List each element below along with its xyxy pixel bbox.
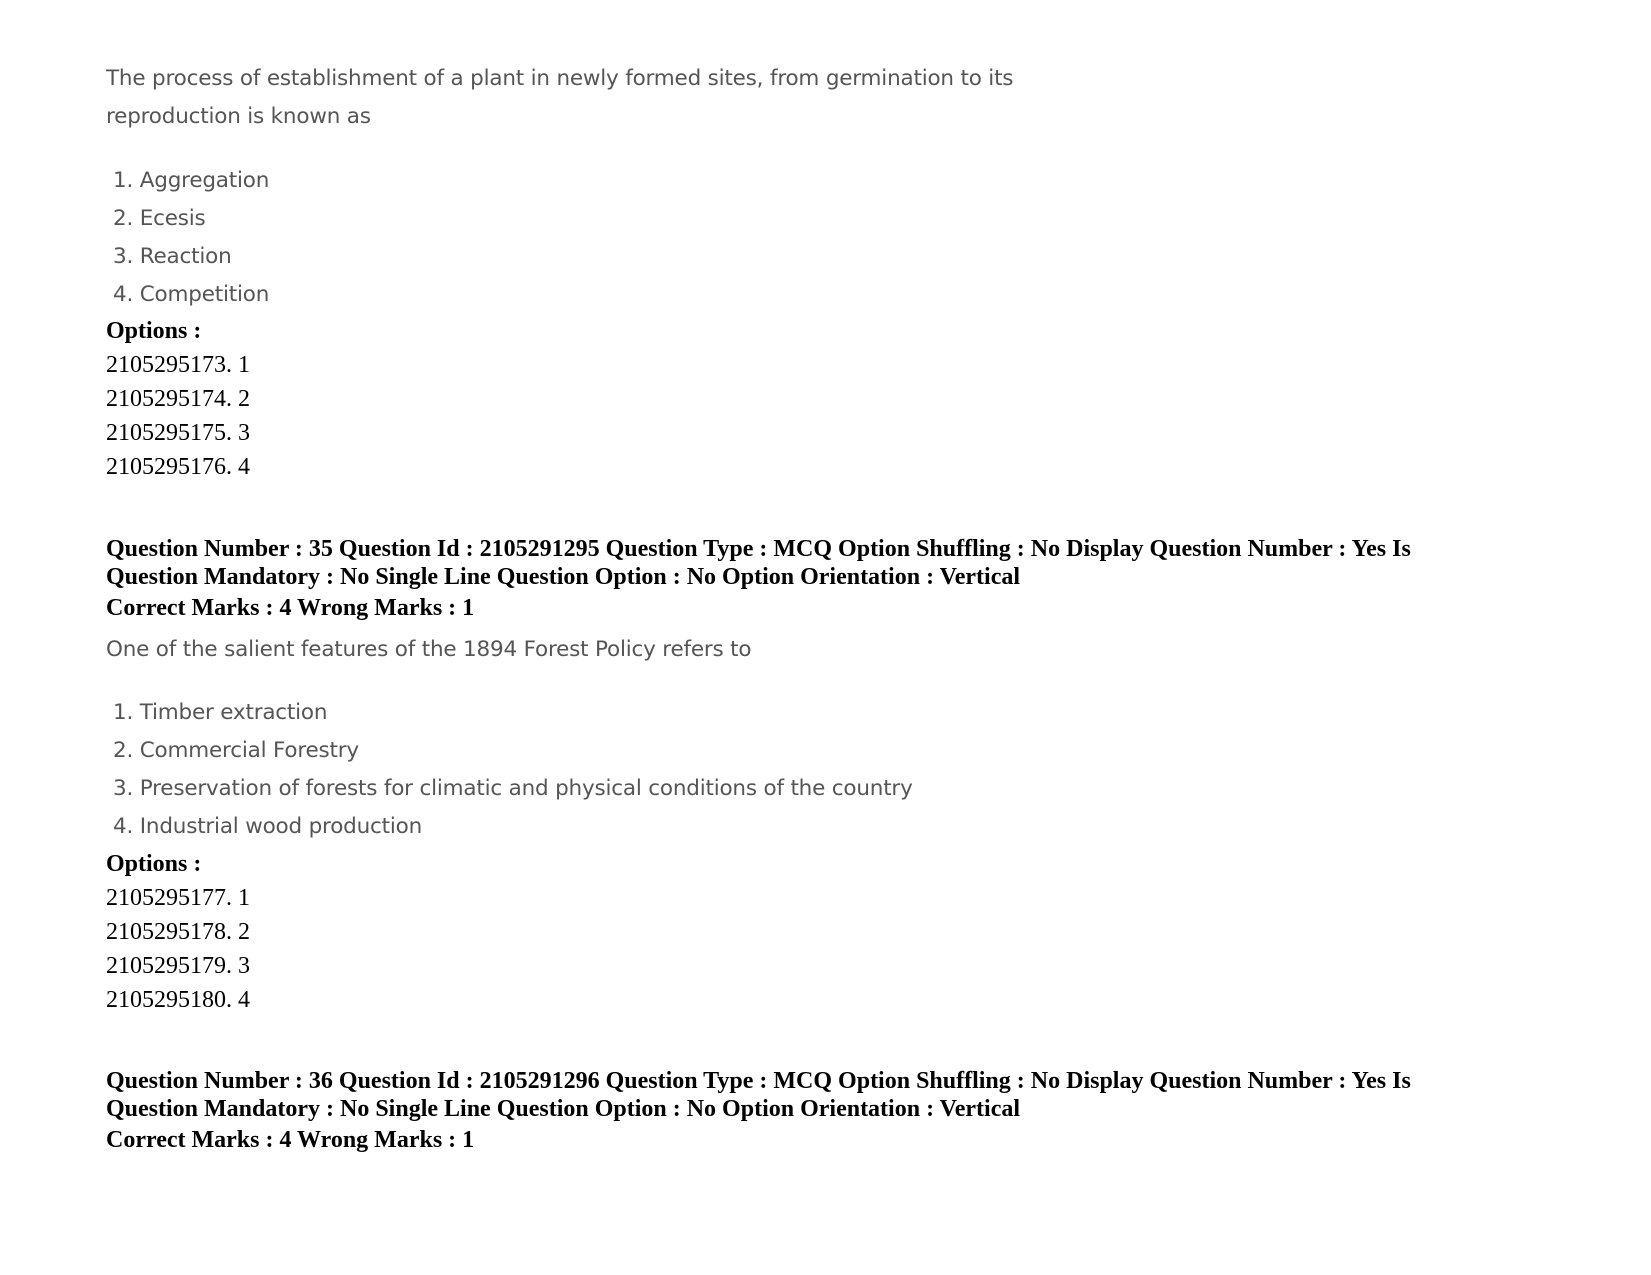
question-meta-line: Question Number : 36 Question Id : 2105291296 Question Type : MCQ Option Shuffling : No Display Question Number : Yes Is (106, 1068, 1411, 1094)
options-label: Options : (106, 851, 202, 877)
question-34-choices (106, 162, 269, 314)
option-item: 2105295173. 1 (106, 352, 250, 378)
option-item: 2105295175. 3 (106, 420, 250, 446)
question-meta-line: Question Mandatory : No Single Line Question Option : No Option Orientation : Vertical (106, 1096, 1021, 1122)
question-35-text (106, 631, 751, 669)
choice-item: 1. Timber extraction (113, 700, 328, 725)
options-label: Options : (106, 318, 202, 344)
question-text-line: One of the salient features of the 1894 Forest Policy refers to (106, 637, 752, 662)
choice-item: 4. Industrial wood production (113, 814, 423, 839)
question-marks: Correct Marks : 4 Wrong Marks : 1 (106, 595, 475, 621)
option-item: 2105295178. 2 (106, 919, 250, 945)
option-item: 2105295177. 1 (106, 885, 250, 911)
question-meta-line: Question Number : 35 Question Id : 2105291295 Question Type : MCQ Option Shuffling : No Display Question Number : Yes Is (106, 536, 1411, 562)
question-35-meta (106, 535, 1411, 625)
choice-item: 4. Competition (113, 282, 270, 307)
question-36-meta (106, 1067, 1411, 1157)
question-marks: Correct Marks : 4 Wrong Marks : 1 (106, 1127, 475, 1153)
option-item: 2105295174. 2 (106, 386, 250, 412)
option-item: 2105295179. 3 (106, 953, 250, 979)
option-item: 2105295176. 4 (106, 454, 250, 480)
question-meta-line: Question Mandatory : No Single Line Question Option : No Option Orientation : Vertical (106, 564, 1021, 590)
question-text-line: The process of establishment of a plant in newly formed sites, from germination to its (106, 66, 1014, 91)
question-34-text (106, 60, 1013, 136)
options-list (106, 881, 250, 1017)
choice-item: 3. Preservation of forests for climatic and physical conditions of the country (113, 776, 913, 801)
choice-item: 1. Aggregation (113, 168, 270, 193)
option-item: 2105295180. 4 (106, 987, 250, 1013)
options-list (106, 348, 250, 484)
choice-item: 3. Reaction (113, 244, 232, 269)
question-34-options (106, 314, 250, 484)
question-35-options (106, 847, 250, 1017)
question-35-choices (106, 694, 913, 846)
choice-item: 2. Ecesis (113, 206, 206, 231)
question-text-line: reproduction is known as (106, 104, 371, 129)
choice-item: 2. Commercial Forestry (113, 738, 359, 763)
